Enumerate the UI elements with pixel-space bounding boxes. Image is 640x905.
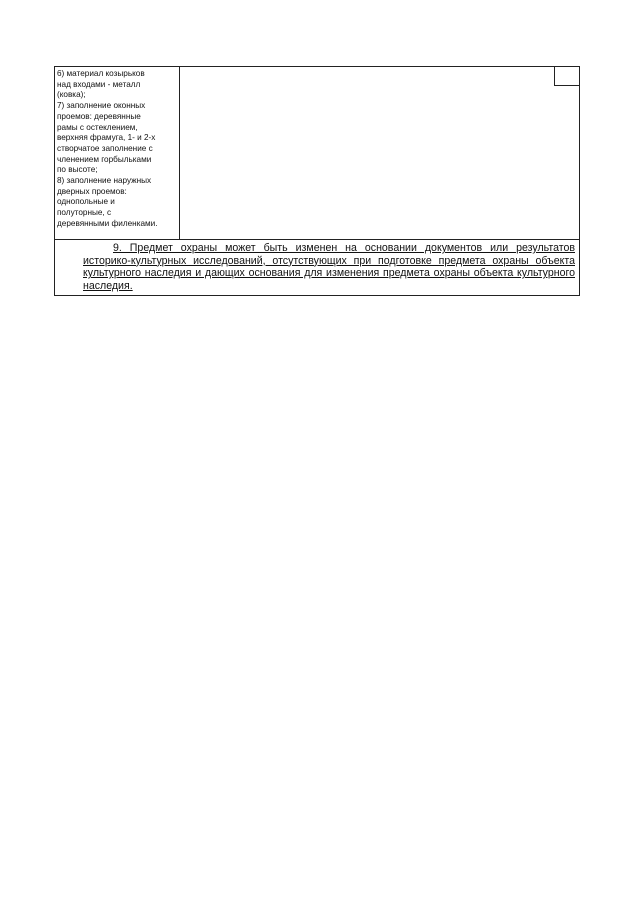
list-item: 7) заполнение оконных проемов: деревянные рамы с остеклением, верхняя фрамуга, 1- и 2-х створчатое заполнение с членением горбыльками по высоте; <box>57 101 156 175</box>
corner-box <box>554 66 580 86</box>
note-paragraph: 9. Предмет охраны может быть изменен на основании документов или результатов историко-культурных исследований, отсутствующих при подготовке предмета охраны объекта культурного наследия и дающих основания для изменения предмета охраны объекта культурного наследия. <box>83 242 575 292</box>
table-row <box>55 67 579 240</box>
table-cell-empty <box>180 67 579 239</box>
list-item: 8) заполнение наружных дверных проемов: однопольные и полуторные, с деревянными филенками. <box>57 176 158 228</box>
list-item: 6) материал козырьков над входами - металл (ковка); <box>57 69 145 100</box>
table-cell-description <box>55 67 180 239</box>
table-row-note <box>55 240 579 295</box>
protection-subject-table <box>54 66 580 296</box>
